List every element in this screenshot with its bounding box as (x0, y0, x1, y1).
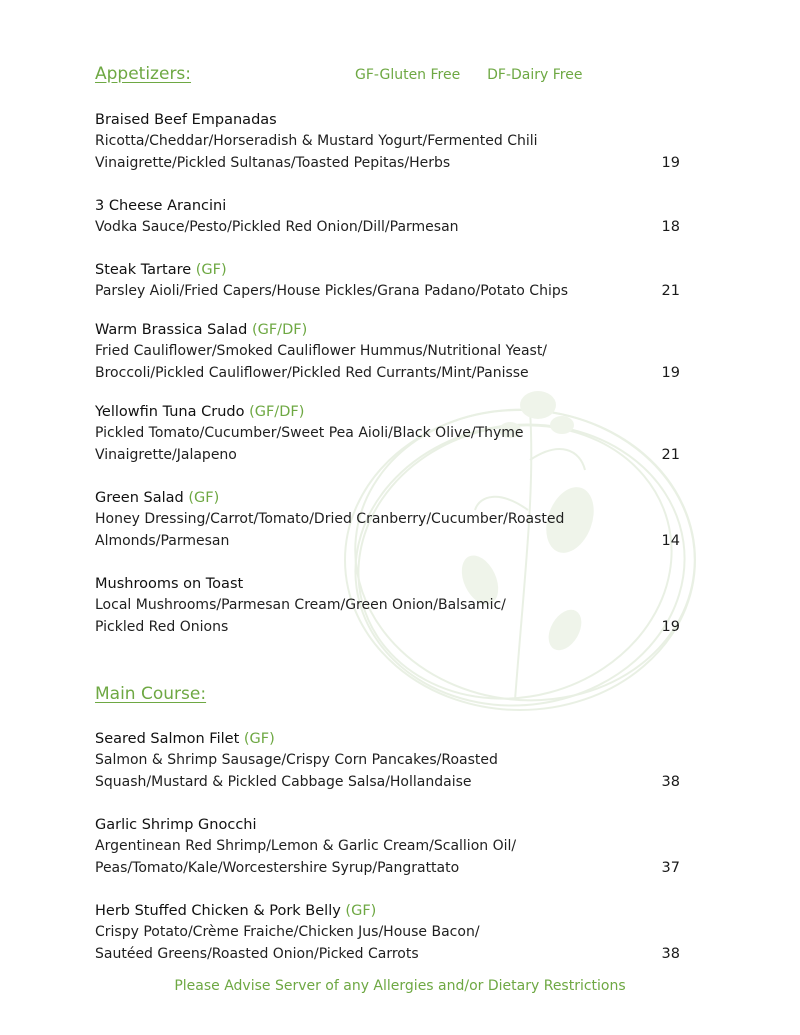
description-line: Parsley Aioli/Fried Capers/House Pickles/Grana Padano/Potato Chips (95, 283, 569, 299)
item-description (95, 836, 680, 879)
description-line: Local Mushrooms/Parmesan Cream/Green Onion/Balsamic/ (95, 597, 506, 613)
item-name: Garlic Shrimp Gnocchi (95, 817, 257, 833)
menu-item (95, 574, 680, 638)
item-price: 21 (661, 283, 680, 299)
legend-gf-text: -Gluten Free (373, 67, 461, 83)
item-price: 19 (661, 618, 680, 635)
menu-item (95, 402, 680, 466)
item-description (95, 341, 680, 384)
item-name: 3 Cheese Arancini (95, 198, 227, 214)
legend-df-text: -Dairy Free (505, 67, 583, 83)
description-line: Ricotta/Cheddar/Horseradish & Mustard Yogurt/Fermented Chili (95, 133, 538, 149)
item-name: Braised Beef Empanadas (95, 112, 277, 128)
description-line: Argentinean Red Shrimp/Lemon & Garlic Cream/Scallion Oil/ (95, 838, 517, 854)
item-name: Herb Stuffed Chicken & Pork Belly (95, 903, 341, 919)
item-name: Yellowfin Tuna Crudo (95, 404, 245, 420)
dietary-tag: (GF) (188, 490, 220, 506)
item-price: 19 (661, 364, 680, 381)
menu-item (95, 729, 680, 793)
menu-item (95, 488, 680, 552)
menu-item (95, 260, 680, 303)
item-description (95, 131, 680, 174)
description-line: Broccoli/Pickled Cauliflower/Pickled Red Currants/Mint/Panisse (95, 364, 529, 381)
item-price: 38 (661, 945, 680, 962)
item-name: Seared Salmon Filet (95, 731, 240, 747)
description-line: Vodka Sauce/Pesto/Pickled Red Onion/Dill/Parmesan (95, 219, 459, 235)
allergy-notice: Please Advise Server of any Allergies and/or Dietary Restrictions (174, 978, 626, 994)
item-description (95, 922, 680, 965)
item-price: 19 (661, 154, 680, 171)
menu-item (95, 110, 680, 174)
item-price: 38 (661, 773, 680, 790)
item-price: 14 (661, 532, 680, 549)
legend-gf-abbr: GF (355, 67, 374, 83)
dietary-tag: (GF/DF) (249, 404, 305, 420)
item-price: 21 (661, 446, 680, 463)
section-title-main-course: Main Course: (95, 684, 207, 704)
description-line: Vinaigrette/Pickled Sultanas/Toasted Pepitas/Herbs (95, 154, 451, 171)
dietary-tag: (GF) (345, 903, 377, 919)
description-line: Pickled Tomato/Cucumber/Sweet Pea Aioli/Black Olive/Thyme (95, 425, 524, 441)
item-name: Steak Tartare (95, 262, 192, 278)
menu-item (95, 815, 680, 879)
item-description (95, 217, 680, 239)
item-name: Warm Brassica Salad (95, 322, 248, 338)
legend-df-abbr: DF (487, 67, 506, 83)
item-price: 37 (661, 859, 680, 876)
description-line: Almonds/Parmesan (95, 532, 230, 549)
description-line: Crispy Potato/Crème Fraiche/Chicken Jus/House Bacon/ (95, 924, 480, 940)
item-description (95, 423, 680, 466)
description-line: Peas/Tomato/Kale/Worcestershire Syrup/Pangrattato (95, 859, 460, 876)
item-description (95, 281, 680, 303)
description-line: Squash/Mustard & Pickled Cabbage Salsa/Hollandaise (95, 773, 472, 790)
item-name: Mushrooms on Toast (95, 576, 244, 592)
dietary-legend (355, 67, 582, 83)
menu-item (95, 196, 680, 239)
item-description (95, 595, 680, 638)
description-line: Pickled Red Onions (95, 618, 229, 635)
description-line: Salmon & Shrimp Sausage/Crispy Corn Pancakes/Roasted (95, 752, 498, 768)
item-description (95, 750, 680, 793)
menu-item (95, 901, 680, 965)
description-line: Vinaigrette/Jalapeno (95, 446, 237, 463)
item-name: Green Salad (95, 490, 184, 506)
item-price: 18 (661, 219, 680, 235)
dietary-tag: (GF) (243, 731, 275, 747)
dietary-tag: (GF/DF) (251, 322, 308, 338)
section-title-appetizers: Appetizers: (95, 64, 192, 84)
description-line: Honey Dressing/Carrot/Tomato/Dried Cranberry/Cucumber/Roasted (95, 511, 565, 527)
menu-item (95, 320, 680, 384)
description-line: Sautéed Greens/Roasted Onion/Picked Carrots (95, 945, 419, 962)
description-line: Fried Cauliflower/Smoked Cauliflower Hummus/Nutritional Yeast/ (95, 343, 548, 359)
dietary-tag: (GF) (195, 262, 227, 278)
item-description (95, 509, 680, 552)
